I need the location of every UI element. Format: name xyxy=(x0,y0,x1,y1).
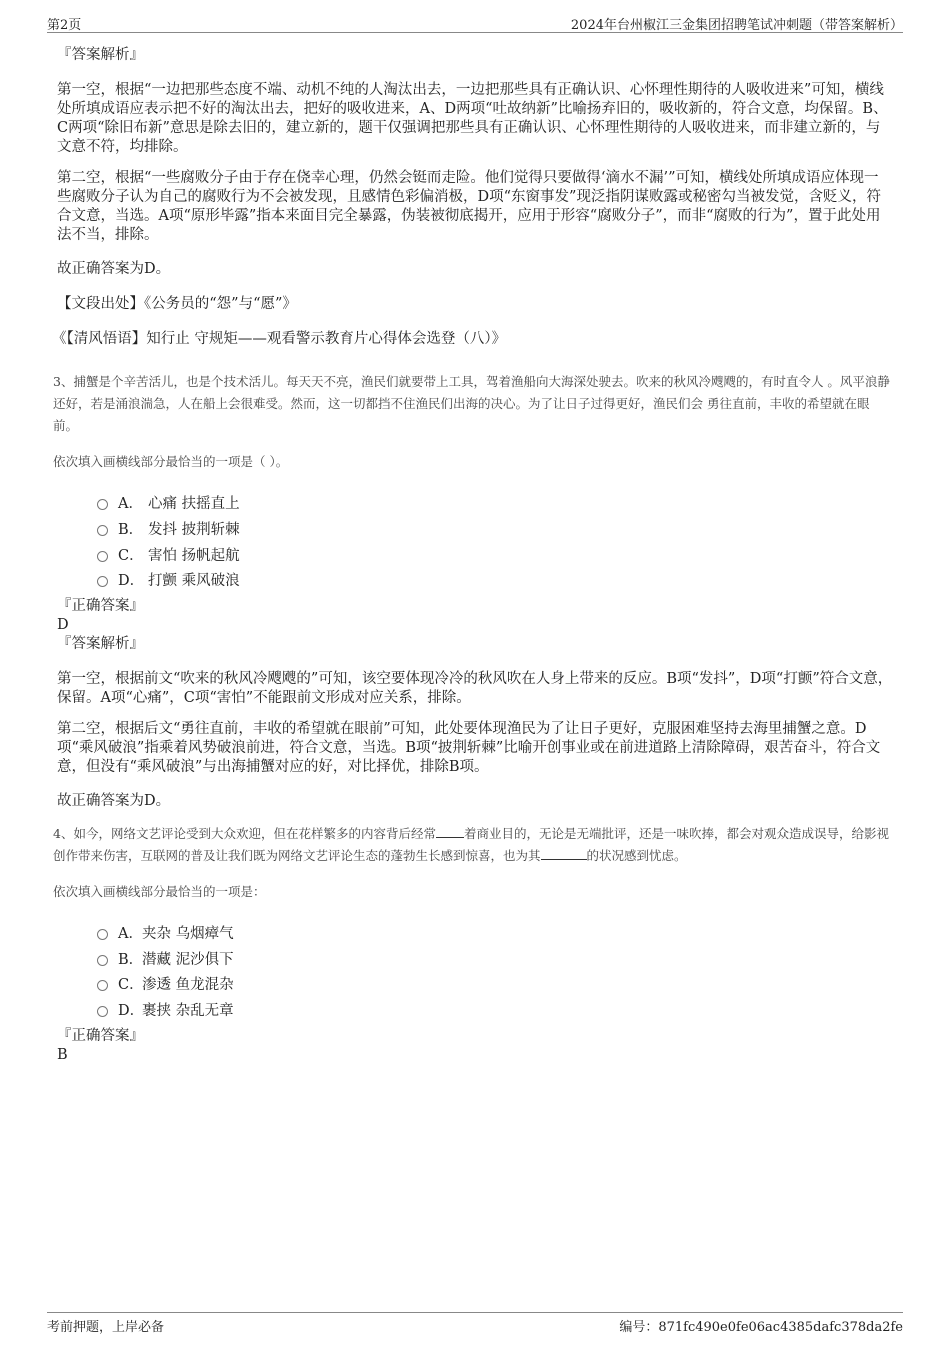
radio-icon[interactable] xyxy=(97,980,108,991)
analysis-paragraph: 第二空，根据“一些腐败分子由于存在侥幸心理，仍然会铤而走险。他们觉得只要做得‘滴水不漏’”可知，横线处所填成语应体现一些腐败分子认为自己的腐败行为不会被发现，且感情色彩偏消极，D项“东窗事发”现泛指阴谋败露或秘密勾当被发觉，含贬义，符合文意，当选。A项“原形毕露”指本来面目完全暴露，伪装被彻底揭开，应用于形容“腐败分子”，而非“腐败的行为”，置于此处用法不当，排除。 xyxy=(57,170,881,243)
option-d[interactable]: D． 裹挟 杂乱无章 xyxy=(97,997,893,1023)
option-b[interactable]: B． 潜藏 泥沙俱下 xyxy=(97,945,893,971)
correct-answer: D xyxy=(57,616,69,633)
correct-answer: B xyxy=(57,1046,68,1063)
correct-answer-label: 『正确答案』 xyxy=(57,597,144,614)
radio-icon[interactable] xyxy=(97,929,108,940)
document-id: 编号：871fc490e0fe06ac4385dafc378da2fe xyxy=(619,1320,903,1335)
question-prompt: 依次填入画横线部分最恰当的一项是（ ）。 xyxy=(53,454,289,469)
analysis-label: 『答案解析』 xyxy=(57,635,144,652)
options-list xyxy=(57,920,893,1023)
option-c[interactable]: C． 害怕 扬帆起航 xyxy=(97,541,893,567)
radio-icon[interactable] xyxy=(97,955,108,966)
answer-conclusion: 故正确答案为D。 xyxy=(57,792,171,809)
analysis-paragraph: 第一空，根据“一边把那些态度不端、动机不纯的人淘汰出去，一边把那些具有正确认识、心怀理性期待的人吸收进来”可知，横线处所填成语应表示把不好的淘汰出去，把好的吸收进来，A、D两项“吐故纳新”比喻扬弃旧的，吸收新的，符合文意，均保留。B、C两项“除旧布新”意思是除去旧的，建立新的，题干仅强调把那些具有正确认识、心怀理性期待的人吸收进来，而非建立新的，与文意不符，均排除。 xyxy=(57,82,888,155)
question-stem: 3、捕蟹是个辛苦活儿，也是个技术活儿。每天天不亮，渔民们就要带上工具，驾着渔船向大海深处驶去。吹来的秋风冷飕飕的，有时直令人 。风平浪静还好，若是涌浪湍急，人在船上会很难受。然而，这一切都挡不住渔民们出海的决心。为了让日子过得更好，渔民们会 勇往直前，丰收的希望就在眼前。 xyxy=(53,374,890,433)
analysis-label: 『答案解析』 xyxy=(57,47,144,63)
analysis-paragraph: 第一空，根据前文“吹来的秋风冷飕飕的”可知，该空要体现冷冷的秋风吹在人身上带来的反应。B项“发抖”，D项“打颤”符合文意，保留。A项“心痛”，C项“害怕”不能跟前文形成对应关系，排除。 xyxy=(57,670,893,706)
radio-icon[interactable] xyxy=(97,576,108,587)
fill-blank xyxy=(436,826,464,838)
document-title: 2024年台州椒江三金集团招聘笔试冲刺题（带答案解析） xyxy=(570,18,903,33)
page-content xyxy=(52,46,893,1065)
question-stem: 4、如今，网络文艺评论受到大众欢迎，但在花样繁多的内容背后经常 着商业目的，无论是无端批评，还是一味吹捧，都会对观众造成误导，给影视创作带来伤害，互联网的普及让我们既为网络文艺评论生态的蓬勃生长感到惊喜，也为其 的状况感到忧虑。 xyxy=(53,825,889,863)
option-b[interactable]: B． 发抖 披荆斩棘 xyxy=(97,516,893,542)
option-d[interactable]: D． 打颤 乘风破浪 xyxy=(97,567,893,593)
page-header xyxy=(47,12,903,33)
radio-icon[interactable] xyxy=(97,499,108,510)
question-prompt: 依次填入画横线部分最恰当的一项是： xyxy=(53,883,266,899)
correct-answer-label: 『正确答案』 xyxy=(57,1027,144,1044)
radio-icon[interactable] xyxy=(97,551,108,562)
page-footer xyxy=(47,1312,903,1335)
page-number: 第2页 xyxy=(47,18,82,33)
answer-conclusion: 故正确答案为D。 xyxy=(57,261,171,277)
radio-icon[interactable] xyxy=(97,525,108,536)
options-list xyxy=(57,490,893,593)
option-a[interactable]: A． 心痛 扶摇直上 xyxy=(97,490,893,516)
radio-icon[interactable] xyxy=(97,1006,108,1017)
option-a[interactable]: A． 夹杂 乌烟瘴气 xyxy=(97,920,893,946)
analysis-paragraph: 第二空，根据后文“勇往直前，丰收的希望就在眼前”可知，此处要体现渔民为了让日子更好，克服困难坚持去海里捕蟹之意。D项“乘风破浪”指乘着风势破浪前进，符合文意，当选。B项“披荆斩棘”比喻开创事业或在前进道路上清除障碍，艰苦奋斗，符合文意，但没有“乘风破浪”与出海捕蟹对应的好，对比择优，排除B项。 xyxy=(57,720,881,775)
fill-blank xyxy=(541,848,587,860)
source-citation: 【文段出处】《公务员的“怨”与“愿”》 xyxy=(57,296,297,312)
source-citation: 《【清风悟语】知行止 守规矩——观看警示教育片心得体会选登（八）》 xyxy=(52,331,507,347)
footer-slogan: 考前押题，上岸必备 xyxy=(47,1320,165,1335)
option-c[interactable]: C． 渗透 鱼龙混杂 xyxy=(97,971,893,997)
